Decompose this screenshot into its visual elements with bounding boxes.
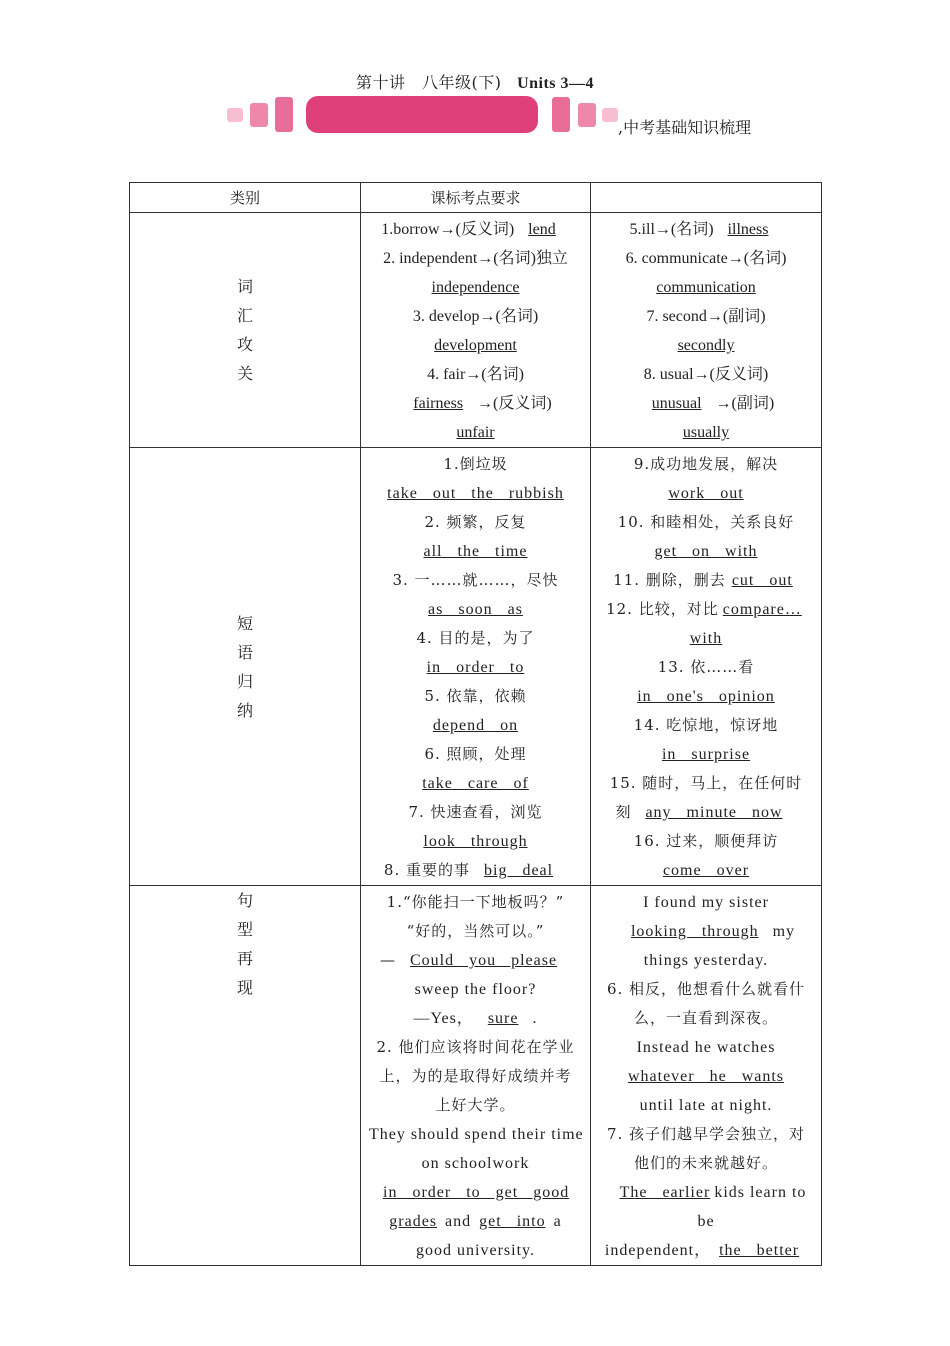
list-item bbox=[369, 508, 582, 537]
sentence: 上好大学。 bbox=[435, 1096, 516, 1114]
sentence: things yesterday. bbox=[643, 952, 769, 969]
sentence: good university. bbox=[416, 1242, 535, 1259]
answer: looking through bbox=[630, 923, 759, 940]
question: →(副词) bbox=[715, 395, 775, 412]
list-item bbox=[599, 595, 813, 624]
banner-pill bbox=[306, 96, 538, 133]
list-item bbox=[369, 566, 582, 595]
sentence: independent， bbox=[604, 1242, 712, 1259]
question: 8. usual→(反义词) bbox=[643, 366, 769, 383]
answer: secondly bbox=[677, 337, 735, 354]
list-item bbox=[369, 769, 582, 798]
question: 6. 照顾，处理 bbox=[424, 745, 527, 763]
category-char: 归 bbox=[236, 671, 253, 691]
list-item bbox=[599, 389, 813, 418]
answer: big deal bbox=[484, 862, 554, 879]
sentence: Instead he watches bbox=[636, 1039, 776, 1056]
answer: all the time bbox=[423, 543, 528, 560]
list-item bbox=[599, 479, 813, 508]
category-phrases bbox=[130, 448, 361, 886]
question: 4. fair→(名词) bbox=[427, 366, 524, 383]
sentence: 么，一直看到深夜。 bbox=[633, 1009, 778, 1027]
sentence: 上，为的是取得好成绩并考 bbox=[379, 1067, 572, 1085]
question: 1.borrow→(反义词) bbox=[381, 221, 515, 238]
sentence: 1.“你能扫一下地板吗？” bbox=[386, 893, 565, 911]
answer: in order to bbox=[426, 659, 525, 676]
answer: in surprise bbox=[661, 746, 751, 763]
list-item bbox=[599, 711, 813, 740]
banner-square bbox=[275, 97, 293, 132]
answer: development bbox=[434, 337, 517, 354]
list-item bbox=[599, 331, 813, 360]
answer: come over bbox=[662, 862, 750, 879]
list-item bbox=[599, 888, 813, 917]
list-item bbox=[369, 888, 582, 917]
sentence: and bbox=[445, 1213, 472, 1230]
list-item bbox=[369, 418, 582, 447]
phrases-left bbox=[361, 448, 591, 886]
category-vocab bbox=[130, 213, 361, 448]
list-item bbox=[369, 624, 582, 653]
list-item bbox=[369, 273, 582, 302]
question: 7. 快速查看，浏览 bbox=[408, 803, 543, 821]
answer: compare… bbox=[722, 601, 802, 618]
answer: usually bbox=[682, 424, 730, 441]
knowledge-table bbox=[129, 182, 822, 1266]
question: 13. 依……看 bbox=[657, 658, 755, 676]
list-item bbox=[599, 418, 813, 447]
list-item bbox=[369, 827, 582, 856]
list-item bbox=[599, 1062, 813, 1091]
list-item bbox=[369, 1004, 582, 1033]
sentence: my bbox=[772, 923, 796, 940]
list-item bbox=[369, 856, 582, 885]
vocab-left bbox=[361, 213, 591, 448]
sentence: —Yes， bbox=[413, 1010, 474, 1027]
answer: as soon as bbox=[428, 601, 523, 618]
list-item bbox=[369, 595, 582, 624]
category-char: 攻 bbox=[236, 335, 253, 354]
answer: take care of bbox=[422, 775, 529, 792]
list-item bbox=[369, 975, 582, 1004]
list-item bbox=[599, 1178, 813, 1207]
list-item bbox=[369, 331, 582, 360]
answer: grades bbox=[389, 1213, 438, 1230]
list-item bbox=[599, 946, 813, 975]
sentence: 6. 相反，他想看什么就看什 bbox=[606, 980, 806, 998]
sentence: until late at night. bbox=[639, 1097, 773, 1114]
answer: work out bbox=[668, 485, 744, 502]
sentence: They should spend their time bbox=[369, 1126, 584, 1143]
answer: independence bbox=[431, 279, 520, 296]
category-char: 汇 bbox=[236, 306, 253, 325]
answer: The earlier bbox=[619, 1184, 711, 1201]
answer: the better bbox=[719, 1242, 800, 1259]
answer: in order to get good bbox=[383, 1184, 570, 1201]
answer: fairness bbox=[413, 395, 464, 412]
sentence: be bbox=[697, 1213, 715, 1230]
sentence: . bbox=[532, 1010, 538, 1027]
list-item bbox=[599, 769, 813, 798]
list-item bbox=[369, 1149, 582, 1178]
list-item bbox=[599, 1004, 813, 1033]
question: 15. 随时，马上，在任何时 bbox=[609, 774, 803, 792]
list-item bbox=[599, 856, 813, 885]
question: 6. communicate→(名词) bbox=[625, 250, 787, 267]
list-item bbox=[599, 653, 813, 682]
list-item bbox=[599, 827, 813, 856]
list-item bbox=[369, 360, 582, 389]
answer: cut out bbox=[731, 572, 793, 589]
sentence: I found my sister bbox=[643, 894, 769, 911]
question: 2. 频繁，反复 bbox=[424, 513, 527, 531]
question: 3. develop→(名词) bbox=[412, 308, 539, 325]
answer: unusual bbox=[651, 395, 702, 412]
list-item bbox=[599, 1033, 813, 1062]
list-item bbox=[369, 244, 582, 273]
sentence: sweep the floor? bbox=[414, 981, 537, 998]
sentences-left bbox=[361, 886, 591, 1266]
list-item bbox=[599, 1149, 813, 1178]
list-item bbox=[599, 682, 813, 711]
banner-square bbox=[552, 97, 570, 132]
list-item bbox=[369, 1062, 582, 1091]
answer: communication bbox=[656, 279, 756, 296]
section-banner bbox=[0, 96, 950, 136]
sentence: kids learn to bbox=[714, 1184, 807, 1201]
header-category: 类别 bbox=[130, 183, 361, 213]
list-item bbox=[369, 389, 582, 418]
question: 5.ill→(名词) bbox=[629, 221, 714, 238]
list-item bbox=[369, 1178, 582, 1207]
header-blank bbox=[591, 183, 822, 213]
list-item bbox=[599, 244, 813, 273]
page-header bbox=[0, 70, 950, 93]
answer: lend bbox=[528, 221, 556, 238]
list-item bbox=[599, 624, 813, 653]
banner-square bbox=[250, 103, 268, 127]
list-item bbox=[369, 450, 582, 479]
list-item bbox=[369, 1033, 582, 1062]
question: 1.倒垃圾 bbox=[443, 455, 508, 473]
list-item bbox=[599, 1091, 813, 1120]
vocab-right bbox=[591, 213, 822, 448]
list-item bbox=[369, 711, 582, 740]
category-char: 纳 bbox=[236, 700, 253, 720]
list-item bbox=[369, 1091, 582, 1120]
question: 2. independent→(名词)独立 bbox=[383, 250, 568, 267]
answer: get on with bbox=[654, 543, 758, 560]
answer: any minute now bbox=[645, 804, 783, 821]
list-item bbox=[599, 1236, 813, 1265]
list-item bbox=[599, 1207, 813, 1236]
list-item bbox=[369, 798, 582, 827]
list-item bbox=[599, 1120, 813, 1149]
question: →(反义词) bbox=[477, 395, 552, 412]
list-item bbox=[599, 273, 813, 302]
banner-square bbox=[578, 103, 596, 127]
list-item bbox=[369, 740, 582, 769]
table-row-vocab bbox=[130, 213, 822, 448]
answer: sure bbox=[487, 1010, 519, 1027]
category-char: 型 bbox=[236, 920, 253, 939]
list-item bbox=[599, 508, 813, 537]
answer: Could you please bbox=[409, 952, 558, 969]
phrases-right bbox=[591, 448, 822, 886]
list-item bbox=[599, 917, 813, 946]
answer: take out the rubbish bbox=[387, 485, 564, 502]
question: 11. 删除，删去 bbox=[613, 571, 726, 589]
list-item bbox=[369, 653, 582, 682]
banner-square bbox=[227, 108, 243, 122]
answer: whatever he wants bbox=[627, 1068, 785, 1085]
list-item bbox=[369, 1207, 582, 1236]
list-item bbox=[599, 450, 813, 479]
list-item bbox=[369, 302, 582, 331]
list-item bbox=[599, 302, 813, 331]
question: 5. 依靠，依赖 bbox=[424, 687, 527, 705]
sentence: on schoolwork bbox=[421, 1155, 530, 1172]
answer: illness bbox=[727, 221, 769, 238]
banner-square bbox=[602, 108, 618, 122]
list-item bbox=[369, 1120, 582, 1149]
answer: in one's opinion bbox=[637, 688, 775, 705]
answer: unfair bbox=[456, 424, 495, 441]
banner-subtitle: ,中考基础知识梳理 bbox=[618, 118, 752, 137]
question: 4. 目的是，为了 bbox=[416, 629, 535, 647]
category-char: 现 bbox=[236, 978, 253, 997]
answer: get into bbox=[479, 1213, 546, 1230]
category-char: 句 bbox=[236, 891, 253, 910]
category-sentences bbox=[130, 886, 361, 1266]
category-char: 再 bbox=[236, 949, 253, 968]
list-item bbox=[369, 479, 582, 508]
sentence: 2. 他们应该将时间花在学业 bbox=[376, 1038, 575, 1056]
list-item bbox=[599, 740, 813, 769]
question: 3. 一……就……，尽快 bbox=[392, 571, 559, 589]
category-char: 词 bbox=[236, 277, 253, 296]
sentence: “好的，当然可以。” bbox=[406, 922, 545, 940]
list-item bbox=[599, 566, 813, 595]
category-char: 关 bbox=[236, 364, 253, 383]
question: 14. 吃惊地，惊讶地 bbox=[633, 716, 779, 734]
lecture-title: 第十讲 八年级(下) bbox=[355, 73, 502, 92]
list-item bbox=[599, 798, 813, 827]
list-item bbox=[369, 682, 582, 711]
list-item bbox=[599, 975, 813, 1004]
answer: with bbox=[689, 630, 723, 647]
list-item bbox=[369, 537, 582, 566]
question: 9.成功地发展，解决 bbox=[633, 455, 779, 473]
question: 8. 重要的事 bbox=[383, 861, 470, 879]
list-item bbox=[599, 360, 813, 389]
sentence: — bbox=[379, 951, 396, 969]
table-row-sentences bbox=[130, 886, 822, 1266]
question: 7. second→(副词) bbox=[646, 308, 766, 325]
list-item bbox=[369, 215, 582, 244]
list-item bbox=[369, 946, 582, 975]
list-item bbox=[599, 537, 813, 566]
list-item bbox=[369, 917, 582, 946]
table-header-row bbox=[130, 183, 822, 213]
units-title: Units 3—4 bbox=[517, 75, 595, 92]
category-char: 短 bbox=[236, 613, 253, 633]
question: 16. 过来，顺便拜访 bbox=[633, 832, 779, 850]
list-item bbox=[369, 1236, 582, 1265]
answer: depend on bbox=[432, 717, 519, 734]
sentences-right bbox=[591, 886, 822, 1266]
list-item bbox=[599, 215, 813, 244]
answer: look through bbox=[423, 833, 528, 850]
category-char: 语 bbox=[236, 642, 253, 662]
question: 刻 bbox=[615, 803, 632, 821]
sentence: 7. 孩子们越早学会独立，对 bbox=[606, 1125, 806, 1143]
table-row-phrases bbox=[130, 448, 822, 886]
question: 10. 和睦相处，关系良好 bbox=[617, 513, 795, 531]
header-requirements: 课标考点要求 bbox=[361, 183, 591, 213]
sentence: a bbox=[553, 1213, 562, 1230]
question: 12. 比较，对比 bbox=[606, 600, 719, 618]
sentence: 他们的未来就越好。 bbox=[633, 1154, 778, 1172]
